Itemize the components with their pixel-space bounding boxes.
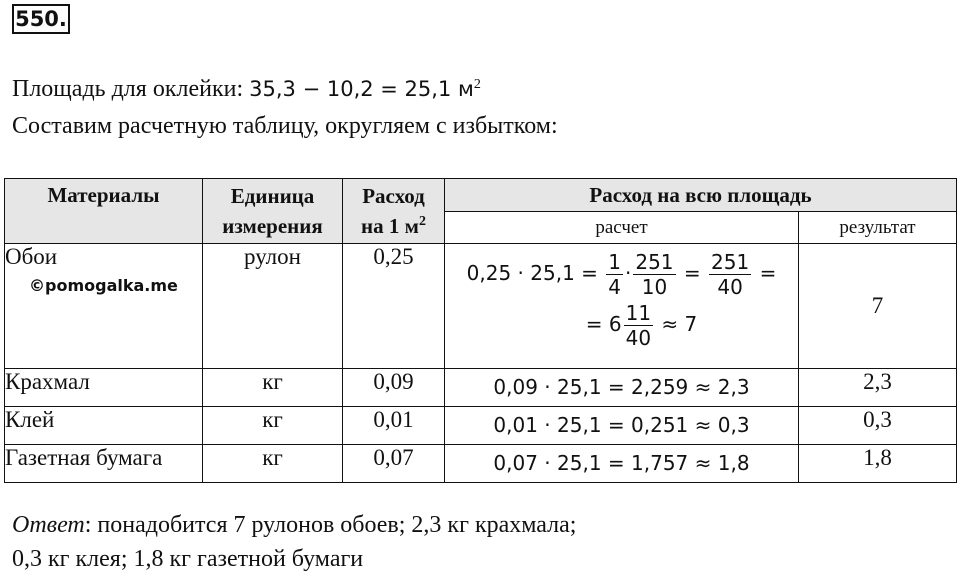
row-unit: кг [203, 369, 343, 407]
row-rate: 0,07 [343, 445, 445, 483]
header-unit-line1: Единица [230, 184, 315, 208]
fraction-numerator: 11 [625, 301, 652, 325]
answer-line-2: 0,3 кг клея; 1,8 кг газетной бумаги [12, 546, 364, 572]
row-name: Крахмал [5, 369, 203, 407]
header-rate [343, 179, 445, 244]
header-unit [203, 179, 343, 244]
calc-line-2 [445, 301, 798, 350]
calc-dot: · [625, 261, 632, 285]
header-total: Расход на всю площадь [445, 179, 957, 212]
problem-number: 550. [12, 4, 70, 34]
answer-label: Ответ [12, 512, 85, 538]
watermark: ©pomogalka.me [29, 276, 178, 295]
table-row [5, 369, 957, 407]
intro-line: Составим расчетную таблицу, округляем с избытком: [12, 113, 558, 139]
row-name: Клей [5, 407, 203, 445]
row-unit: кг [203, 407, 343, 445]
fraction-denominator: 10 [633, 274, 675, 299]
header-result: результат [799, 212, 957, 244]
fraction [624, 301, 653, 350]
table-row [5, 445, 957, 483]
row-name-cell [5, 244, 203, 369]
fraction-denominator: 40 [709, 274, 751, 299]
row-result: 1,8 [799, 445, 957, 483]
fraction-numerator: 251 [635, 250, 674, 274]
calc-eq: = [677, 261, 708, 285]
calc-start: 0,25 · 25,1 = [466, 261, 605, 285]
header-calc: расчет [445, 212, 799, 244]
header-rate-line1: Расход [362, 184, 425, 208]
row-name: Газетная бумага [5, 445, 203, 483]
fraction-numerator: 1 [608, 250, 621, 274]
calc-line-1 [445, 250, 798, 299]
header-rate-text: на 1 м [361, 214, 419, 238]
row-calc [445, 244, 799, 369]
fraction [633, 250, 675, 299]
calculation-table [4, 178, 957, 483]
table-row [5, 407, 957, 445]
fraction-denominator: 40 [625, 326, 652, 350]
row-name: Обои [5, 244, 58, 269]
row-calc: 0,07 · 25,1 = 1,757 ≈ 1,8 [445, 445, 799, 483]
area-unit-exponent: 2 [473, 77, 481, 92]
header-materials: Материалы [5, 179, 203, 244]
row-result: 2,3 [799, 369, 957, 407]
row-calc: 0,01 · 25,1 = 0,251 ≈ 0,3 [445, 407, 799, 445]
calc-start: = 6 [585, 312, 622, 336]
header-unit-line2: измерения [222, 214, 323, 238]
row-rate: 0,01 [343, 407, 445, 445]
row-rate: 0,09 [343, 369, 445, 407]
row-result: 7 [799, 244, 957, 369]
row-unit: рулон [203, 244, 343, 369]
row-result: 0,3 [799, 407, 957, 445]
answer-line-1 [12, 512, 576, 539]
answer-text-1: : понадобится 7 рулонов обоев; 2,3 кг крахмала; [84, 512, 577, 538]
header-rate-exponent: 2 [418, 214, 426, 229]
header-rate-line2 [343, 211, 444, 241]
area-label: Площадь для оклейки: [12, 76, 250, 102]
area-line [12, 76, 481, 103]
fraction-denominator: 4 [608, 275, 621, 299]
fraction [709, 250, 751, 299]
row-rate: 0,25 [343, 244, 445, 369]
calc-end: ≈ 7 [655, 312, 698, 336]
row-unit: кг [203, 445, 343, 483]
fraction [606, 250, 623, 299]
row-calc: 0,09 · 25,1 = 2,259 ≈ 2,3 [445, 369, 799, 407]
fraction-numerator: 251 [711, 250, 750, 274]
area-expression: 35,3 − 10,2 = 25,1 м [249, 77, 474, 101]
table-row [5, 244, 957, 369]
calc-eq: = [753, 261, 777, 285]
